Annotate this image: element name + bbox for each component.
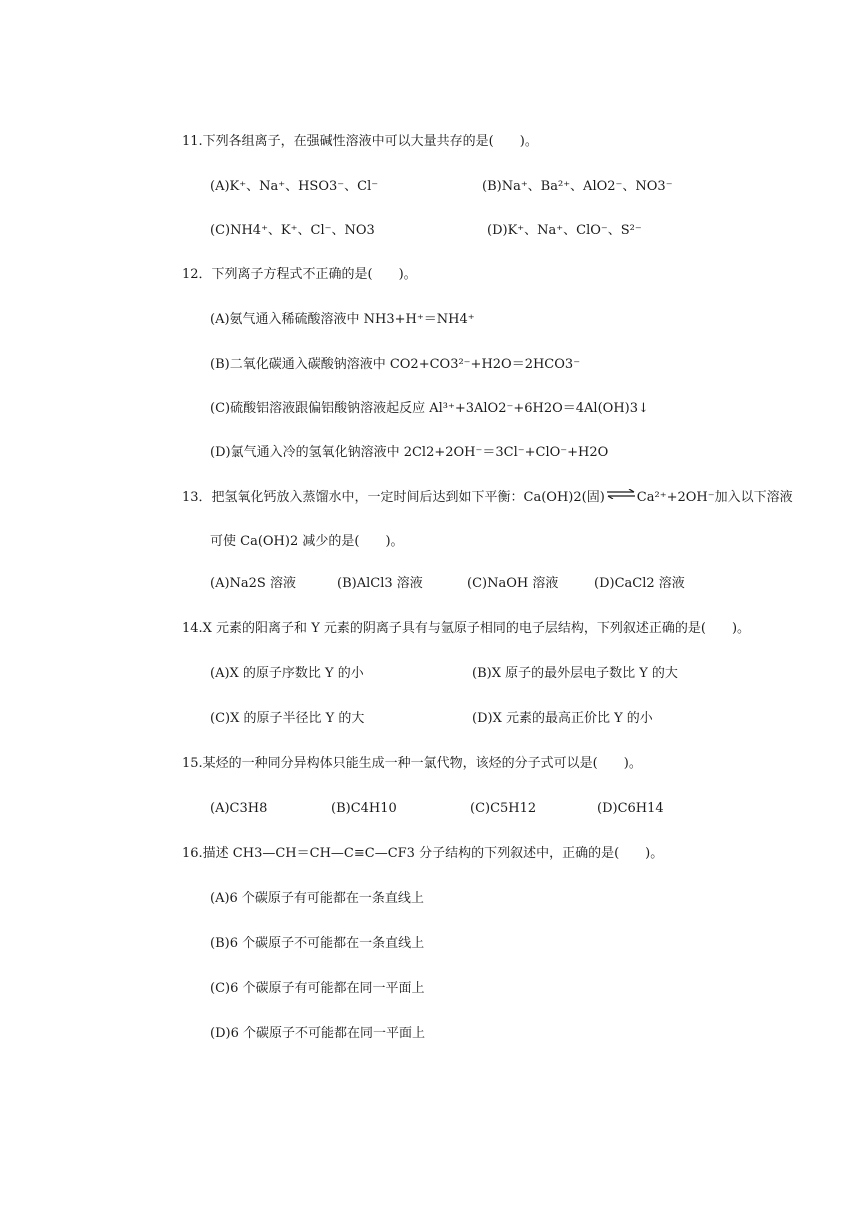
equilibrium-arrow-icon (606, 489, 636, 499)
question-14-option-c[interactable]: (C)X 的原子半径比 Y 的大 (210, 711, 365, 726)
question-14-option-a[interactable]: (A)X 的原子序数比 Y 的小 (210, 666, 364, 681)
question-11-stem: 11.下列各组离子，在强碱性溶液中可以大量共存的是( )。 (182, 134, 538, 149)
question-13-option-c[interactable]: (C)NaOH 溶液 (467, 576, 559, 591)
question-15-option-c[interactable]: (C)C5H12 (470, 801, 537, 816)
question-12-stem: 12．下列离子方程式不正确的是( )。 (182, 267, 417, 282)
question-11-option-d[interactable]: (D)K⁺、Na⁺、ClO⁻、S²⁻ (487, 223, 642, 238)
question-12-option-a[interactable]: (A)氨气通入稀硫酸溶液中 NH3+H⁺＝NH4⁺ (210, 312, 475, 327)
question-11-option-c[interactable]: (C)NH4⁺、K⁺、Cl⁻、NO3 (210, 223, 375, 238)
question-13-option-a[interactable]: (A)Na2S 溶液 (210, 576, 296, 591)
question-15-option-a[interactable]: (A)C3H8 (210, 801, 268, 816)
question-15-option-b[interactable]: (B)C4H10 (331, 801, 397, 816)
question-14-option-b[interactable]: (B)X 原子的最外层电子数比 Y 的大 (472, 666, 678, 681)
question-15-option-d[interactable]: (D)C6H14 (597, 801, 664, 816)
question-13-stem (182, 489, 793, 507)
question-16-option-c[interactable]: (C)6 个碳原子有可能都在同一平面上 (210, 981, 425, 996)
question-14-stem: 14.X 元素的阳离子和 Y 元素的阴离子具有与氩原子相同的电子层结构，下列叙述正确的是( )。 (182, 621, 751, 636)
question-14-option-d[interactable]: (D)X 元素的最高正价比 Y 的小 (472, 711, 653, 726)
question-16-option-d[interactable]: (D)6 个碳原子不可能都在同一平面上 (210, 1026, 425, 1041)
question-11-option-b[interactable]: (B)Na⁺、Ba²⁺、AlO2⁻、NO3⁻ (482, 179, 673, 194)
question-11-option-a[interactable]: (A)K⁺、Na⁺、HSO3⁻、Cl⁻ (210, 179, 379, 194)
question-15-stem: 15.某烃的一种同分异构体只能生成一种一氯代物，该烃的分子式可以是( )。 (182, 756, 642, 771)
question-16-option-b[interactable]: (B)6 个碳原子不可能都在一条直线上 (210, 936, 425, 951)
question-13-option-b[interactable]: (B)AlCl3 溶液 (337, 576, 423, 591)
question-16-option-a[interactable]: (A)6 个碳原子有可能都在一条直线上 (210, 891, 424, 906)
question-13-stem-part2: Ca²⁺+2OH⁻加入以下溶液 (636, 490, 793, 505)
question-12-option-b[interactable]: (B)二氧化碳通入碳酸钠溶液中 CO2+CO3²⁻+H2O＝2HCO3⁻ (210, 357, 581, 372)
question-16-stem: 16.描述 CH3—CH＝CH—C≡C—CF3 分子结构的下列叙述中，正确的是( )。 (182, 846, 664, 861)
question-12-option-c[interactable]: (C)硫酸铝溶液跟偏铝酸钠溶液起反应 Al³⁺+3AlO2⁻+6H2O＝4Al(OH)3↓ (210, 401, 649, 416)
question-13-option-d[interactable]: (D)CaCl2 溶液 (594, 576, 685, 591)
question-13-stem-line2: 可使 Ca(OH)2 减少的是( )。 (210, 534, 404, 549)
question-13-stem-part1: 13．把氢氧化钙放入蒸馏水中，一定时间后达到如下平衡：Ca(OH)2(固) (182, 490, 605, 505)
question-12-option-d[interactable]: (D)氯气通入冷的氢氧化钠溶液中 2Cl2+2OH⁻＝3Cl⁻+ClO⁻+H2O (210, 445, 609, 460)
